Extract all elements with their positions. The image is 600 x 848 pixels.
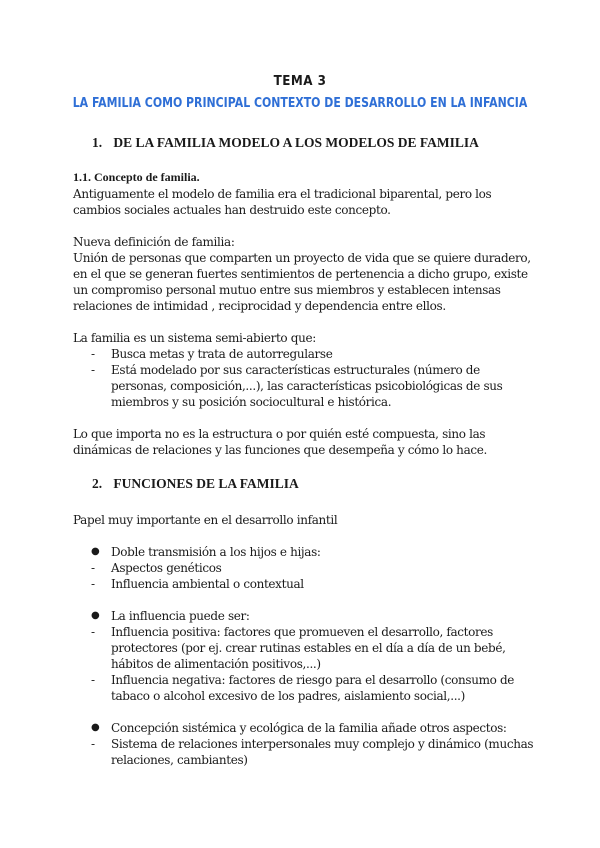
list-item-text: Influencia positiva: factores que promueven el desarrollo, factores protectores (por ej. crear rutinas estables en el día a día de un bebé, hábitos de alimentación positivos,...): [111, 625, 506, 671]
system-intro: La familia es un sistema semi-abierto que:: [73, 331, 316, 345]
list-item-text: Influencia negativa: factores de riesgo para el desarrollo (consumo de tabaco o alcohol excesivo de los padres, aislamiento social,...): [111, 673, 515, 703]
dash-marker: -: [91, 673, 95, 687]
list-item-text: Sistema de relaciones interpersonales muy complejo y dinámico (muchas relaciones, cambiantes): [111, 737, 534, 767]
list-item: [91, 736, 535, 768]
bullet-item: [91, 608, 535, 624]
bullet-text: Doble transmisión a los hijos e hijas:: [111, 545, 321, 559]
topic-number: TEMA 3: [273, 74, 327, 89]
bullet-text: La influencia puede ser:: [111, 609, 250, 623]
list-item-text: Está modelado por sus características estructurales (número de personas, composición,...), las características psicobiológicas de sus miembros y su posición sociocultural e histórica.: [111, 363, 503, 409]
section-1-title: DE LA FAMILIA MODELO A LOS MODELOS DE FAMILIA: [113, 135, 479, 150]
topic-title: LA FAMILIA COMO PRINCIPAL CONTEXTO DE DESARROLLO EN LA INFANCIA: [72, 96, 528, 111]
list-item: [91, 560, 535, 576]
dash-marker: -: [91, 363, 95, 377]
subsection-title: 1.1. Concepto de familia.: [73, 170, 200, 184]
bullet-item: [91, 544, 535, 560]
section-2-heading: [92, 476, 299, 492]
list-item: [91, 362, 535, 410]
section-2-number: 2.: [92, 476, 103, 491]
definition-text: Unión de personas que comparten un proyecto de vida que se quiere duradero, en el que se generan fuertes sentimientos de pertenencia a dicho grupo, existe un compromiso personal mutuo entre sus miembros y establecen intensas relaciones de intimidad , reciprocidad y dependencia entre ellos.: [73, 251, 531, 313]
intro-paragraph: Antiguamente el modelo de familia era el tradicional biparental, pero los cambios sociales actuales han destruido este concepto.: [73, 187, 492, 217]
list-item: [91, 346, 535, 362]
bullet-item: [91, 720, 535, 736]
dash-marker: -: [91, 561, 95, 575]
section-1-number: 1.: [92, 135, 103, 150]
bullet-dot-icon: ●: [91, 610, 100, 621]
closing-paragraph: Lo que importa no es la estructura o por quién esté compuesta, sino las dinámicas de relaciones y las funciones que desempeña y cómo lo hace.: [73, 427, 487, 457]
section-2-title: FUNCIONES DE LA FAMILIA: [113, 476, 299, 491]
bullet-dot-icon: ●: [91, 546, 100, 557]
section-1-heading: [92, 135, 479, 151]
dash-marker: -: [91, 625, 95, 639]
bullet-text: Concepción sistémica y ecológica de la familia añade otros aspectos:: [111, 721, 507, 735]
list-item-text: Busca metas y trata de autorregularse: [111, 347, 333, 361]
list-item-text: Aspectos genéticos: [111, 561, 222, 575]
list-item: [91, 624, 535, 672]
list-item: [91, 672, 535, 704]
dash-marker: -: [91, 737, 95, 751]
list-item-text: Influencia ambiental o contextual: [111, 577, 304, 591]
section-2-intro: Papel muy importante en el desarrollo infantil: [73, 513, 338, 527]
definition-label: Nueva definición de familia:: [73, 235, 235, 249]
bullet-dot-icon: ●: [91, 722, 100, 733]
list-item: [91, 576, 535, 592]
dash-marker: -: [91, 347, 95, 361]
dash-marker: -: [91, 577, 95, 591]
